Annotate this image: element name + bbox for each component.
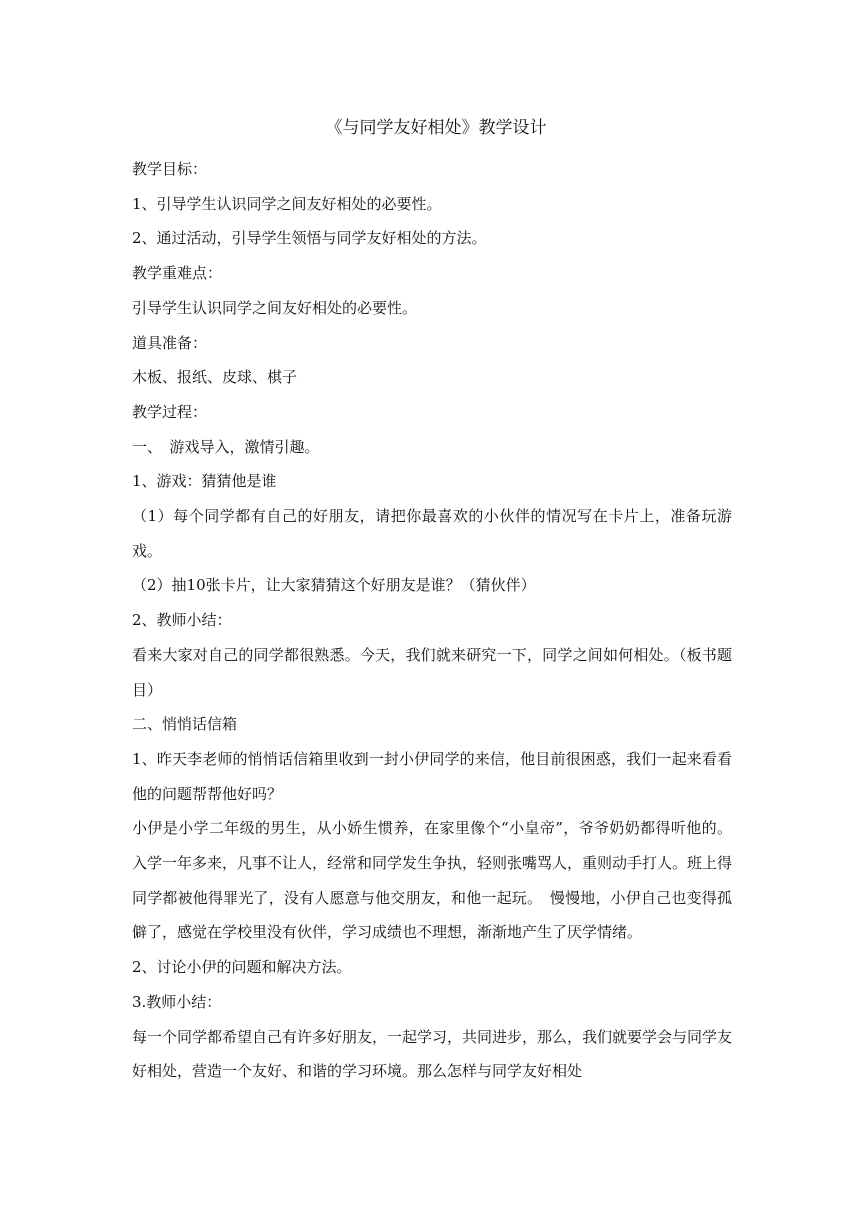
discussion-item: 2、讨论小伊的问题和解决方法。: [132, 958, 352, 977]
heading-materials: 道具准备：: [132, 333, 208, 352]
document-body: [132, 116, 732, 1089]
teacher-summary-text-2: 每一个同学都希望自己有许多好朋友，一起学习，共同进步，那么，我们就要学会与同学友好相处，营造一个友好、和谐的学习环境。那么怎样与同学友好相处: [132, 1027, 733, 1081]
heading-process: 教学过程：: [132, 402, 208, 421]
mailbox-intro: 1、昨天李老师的悄悄话信箱里收到一封小伊同学的来信，他目前很困惑，我们一起来看看他的问题帮帮他好吗？: [132, 749, 732, 803]
document-title: 《与同学友好相处》教学设计: [325, 118, 547, 138]
heading-teaching-goals: 教学目标：: [132, 160, 208, 178]
teacher-summary-heading-2: 3.教师小结：: [132, 992, 222, 1011]
key-point-text: 引导学生认识同学之间友好相处的必要性。: [132, 298, 418, 317]
goal-item-1: 1、引导学生认识同学之间友好相处的必要性。: [132, 194, 442, 213]
section-1-heading: 一、 游戏导入，激情引趣。: [132, 437, 320, 456]
goal-item-2: 2、通过活动，引导学生领悟与同学友好相处的方法。: [132, 229, 487, 248]
teacher-summary-text-1: 看来大家对自己的同学都很熟悉。今天，我们就来研究一下，同学之间如何相处。（板书题目）: [132, 645, 732, 699]
heading-key-points: 教学重难点：: [132, 264, 223, 283]
materials-list: 木板、报纸、皮球、棋子: [132, 368, 298, 387]
teacher-summary-heading-1: 2、教师小结：: [132, 611, 232, 630]
game-step-1: （1）每个同学都有自己的好朋友，请把你最喜欢的小伙伴的情况写在卡片上，准备玩游戏。: [132, 507, 732, 560]
letter-story: 小伊是小学二年级的男生，从小娇生惯养，在家里像个“小皇帝”，爷爷奶奶都得听他的。入学一年多来，凡事不让人，经常和同学发生争执，轻则张嘴骂人，重则动手打人。班上得同学都被他得罪光了，没有人愿意与他交朋友，和他一起玩。 慢慢地，小伊自己也变得孤僻了，感觉在学校里没有伙伴，学习成绩也不理想，渐渐地产生了厌学情绪。: [132, 819, 733, 942]
game-heading: 1、游戏：猜猜他是谁: [132, 472, 277, 491]
section-2-heading: 二、悄悄话信箱: [132, 715, 238, 734]
game-step-2: （2）抽10张卡片，让大家猜猜这个好朋友是谁？（猜伙伴）: [132, 576, 536, 595]
